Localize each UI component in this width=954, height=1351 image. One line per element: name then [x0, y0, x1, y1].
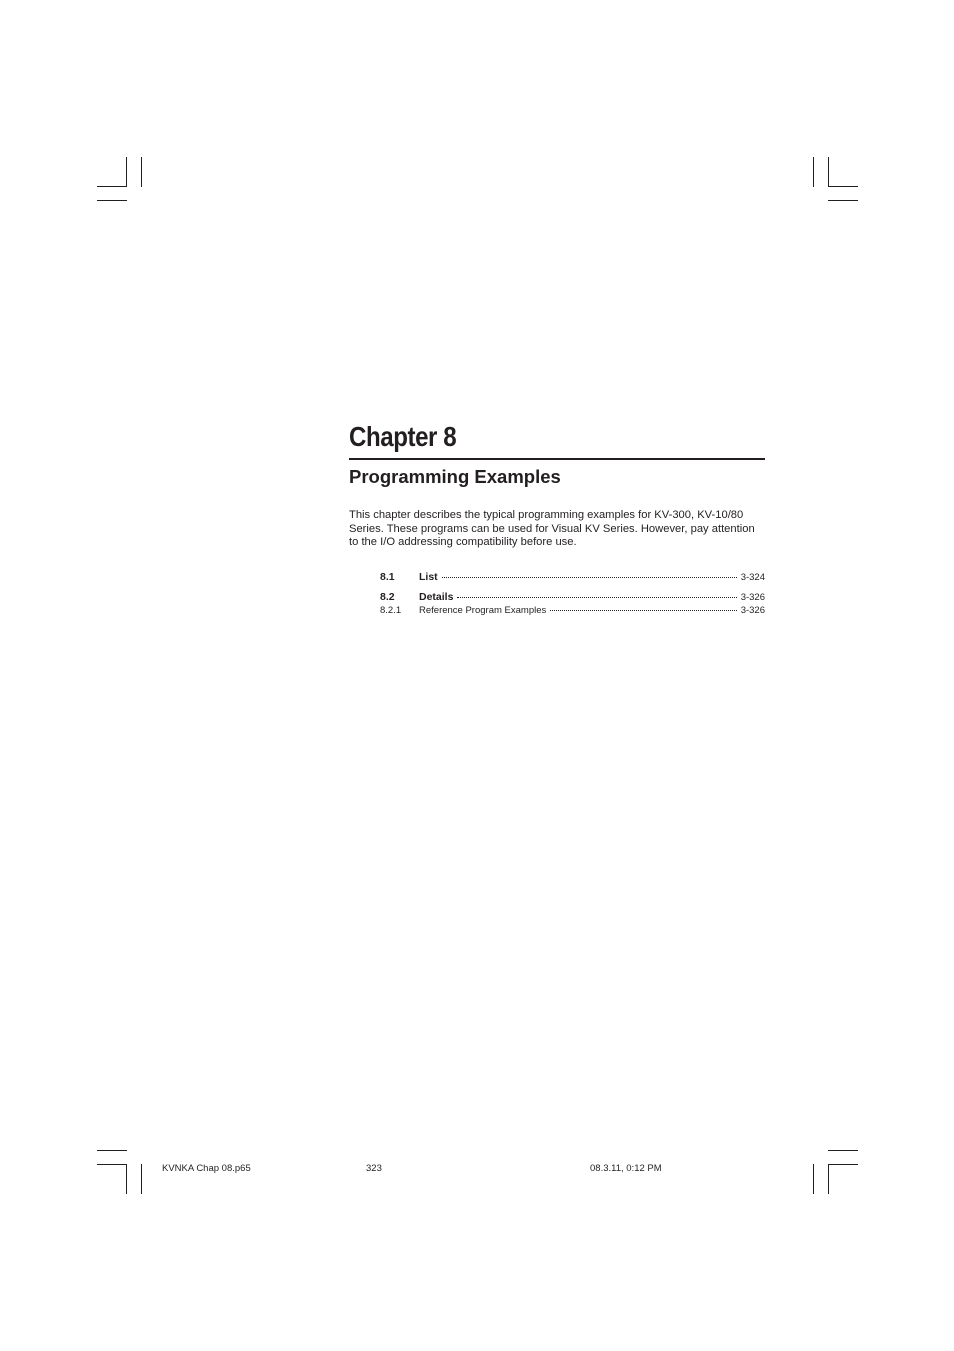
crop-mark-bottom-left-v	[126, 1164, 127, 1194]
footer-date: 08.3.11, 0:12 PM	[590, 1163, 662, 1174]
chapter-content	[349, 418, 765, 617]
toc-number: 8.1	[380, 571, 395, 584]
crop-mark-bottom-right-v	[813, 1164, 814, 1194]
crop-mark-top-left-v2	[141, 157, 142, 187]
toc-page: 3-324	[740, 572, 765, 584]
toc-entry-8-2-1[interactable]	[349, 604, 765, 617]
title-rule	[349, 458, 765, 460]
toc-leader-dots	[457, 596, 736, 598]
toc-title: Reference Program Examples	[419, 605, 547, 617]
toc-title: List	[419, 571, 438, 584]
toc-page: 3-326	[740, 592, 765, 604]
table-of-contents	[349, 571, 765, 617]
crop-mark-top-right-v	[813, 157, 814, 187]
crop-mark-bottom-right-h2	[828, 1164, 858, 1165]
toc-entry-8-1[interactable]	[349, 571, 765, 584]
toc-page: 3-326	[740, 605, 765, 617]
toc-title: Details	[419, 591, 454, 604]
footer-page-number: 323	[366, 1163, 382, 1174]
crop-mark-bottom-left-v2	[141, 1164, 142, 1194]
crop-mark-bottom-left-h2	[97, 1164, 127, 1165]
chapter-title: Chapter 8	[349, 421, 457, 452]
toc-number: 8.2.1	[380, 605, 402, 617]
crop-mark-top-right-v2	[828, 157, 829, 187]
footer-file-name: KVNKA Chap 08.p65	[162, 1163, 251, 1174]
chapter-intro: This chapter describes the typical programming examples for KV-300, KV-10/80 Series. These programs can be used for Visual KV Series. However, pay attention to the I/O addressing compatibility before use.	[349, 509, 755, 549]
toc-number: 8.2	[380, 591, 395, 604]
crop-mark-bottom-right-h	[828, 1150, 858, 1151]
crop-mark-top-right-h	[828, 186, 858, 187]
crop-mark-bottom-right-v2	[828, 1164, 829, 1194]
crop-mark-top-right-h2	[828, 200, 858, 201]
toc-leader-dots	[442, 576, 737, 578]
crop-mark-top-left-h2	[97, 200, 127, 201]
toc-leader-dots	[550, 609, 736, 611]
crop-mark-top-left-v	[126, 157, 127, 187]
toc-entry-8-2[interactable]	[349, 591, 765, 604]
crop-mark-top-left-h	[97, 186, 127, 187]
chapter-subtitle: Programming Examples	[349, 466, 561, 487]
crop-mark-bottom-left-h	[97, 1150, 127, 1151]
